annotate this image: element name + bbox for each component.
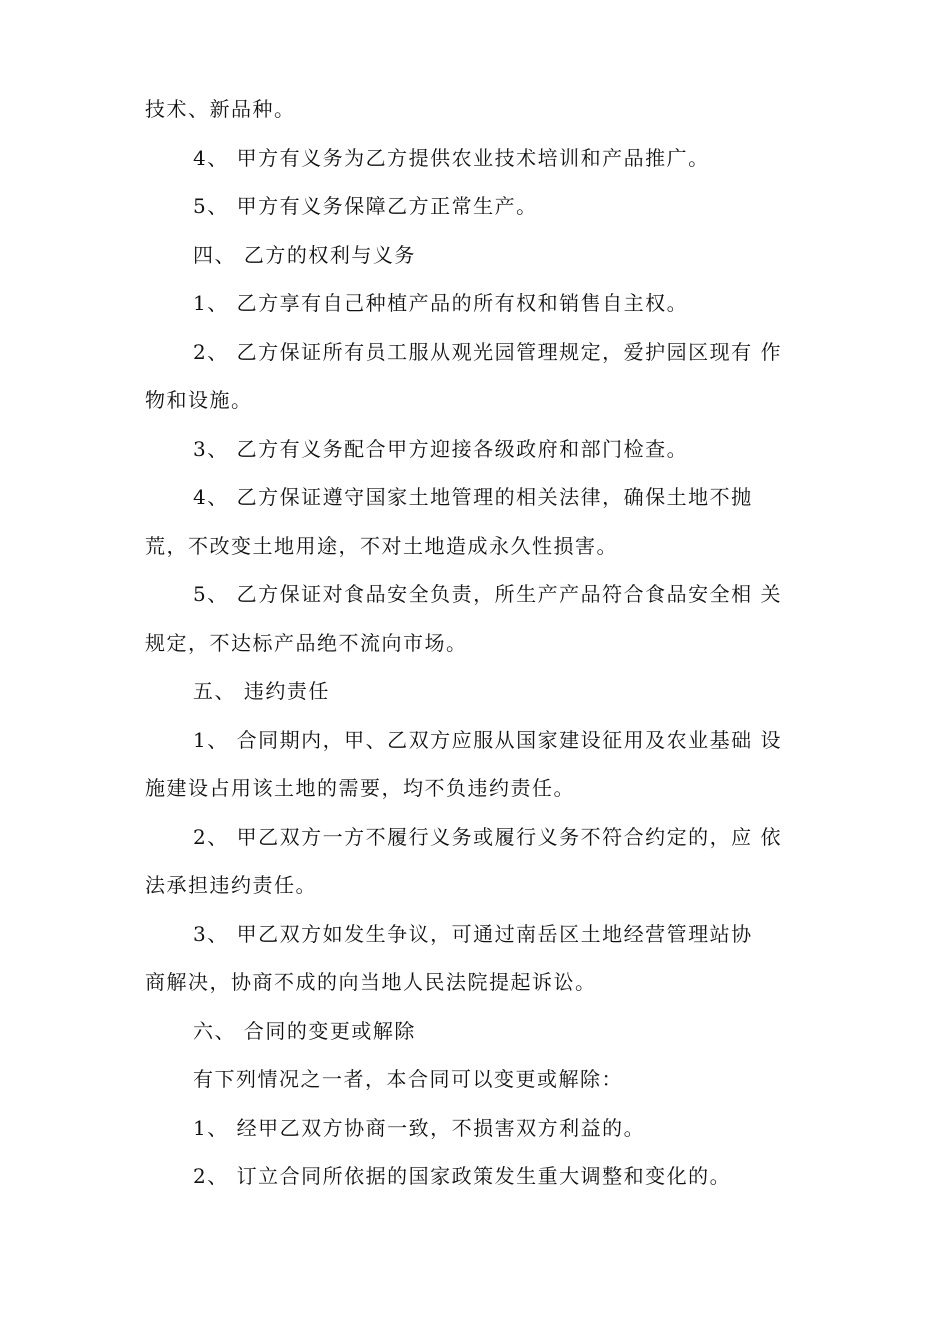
document-body [145,94,820,1210]
text-line: 4、 乙方保证遵守国家土地管理的相关法律，确保土地不抛 [193,485,753,509]
text-line: 2、 乙方保证所有员工服从观光园管理规定，爱护园区现有 作 [193,339,782,364]
text-line: 2、 订立合同所依据的国家政策发生重大调整和变化的。 [193,1164,732,1188]
text-line: 荒，不改变土地用途，不对土地造成永久性损害。 [145,533,618,558]
text-line: 1、 乙方享有自己种植产品的所有权和销售自主权。 [193,291,689,315]
text-line: 有下列情况之一者，本合同可以变更或解除： [193,1067,623,1091]
text-line: 1、 合同期内，甲、乙双方应服从国家建设征用及农业基础 设 [193,727,782,752]
text-line: 施建设占用该土地的需要，均不负违约责任。 [145,776,575,800]
text-line: 规定，不达标产品绝不流向市场。 [145,630,468,655]
text-line: 物和设施。 [145,388,253,412]
text-line: 3、 乙方有义务配合甲方迎接各级政府和部门检查。 [193,436,689,461]
text-line: 5、 乙方保证对食品安全负责，所生产产品符合食品安全相 关 [193,582,782,606]
text-line: 5、 甲方有义务保障乙方正常生产。 [193,194,538,218]
text-line: 法承担违约责任。 [145,873,317,897]
text-line: 2、 甲乙双方一方不履行义务或履行义务不符合约定的，应 依 [193,824,782,849]
text-line: 4、 甲方有义务为乙方提供农业技术培训和产品推广。 [193,145,710,170]
text-line: 技术、新品种。 [145,97,296,121]
text-line: 六、 合同的变更或解除 [193,1018,416,1043]
text-line: 1、 经甲乙双方协商一致，不损害双方利益的。 [193,1115,646,1140]
text-line: 商解决，协商不成的向当地人民法院提起诉讼。 [145,970,597,994]
text-line: 四、 乙方的权利与义务 [193,242,416,267]
text-line: 五、 违约责任 [193,679,330,703]
text-line: 3、 甲乙双方如发生争议，可通过南岳区土地经营管理站协 [193,921,753,946]
